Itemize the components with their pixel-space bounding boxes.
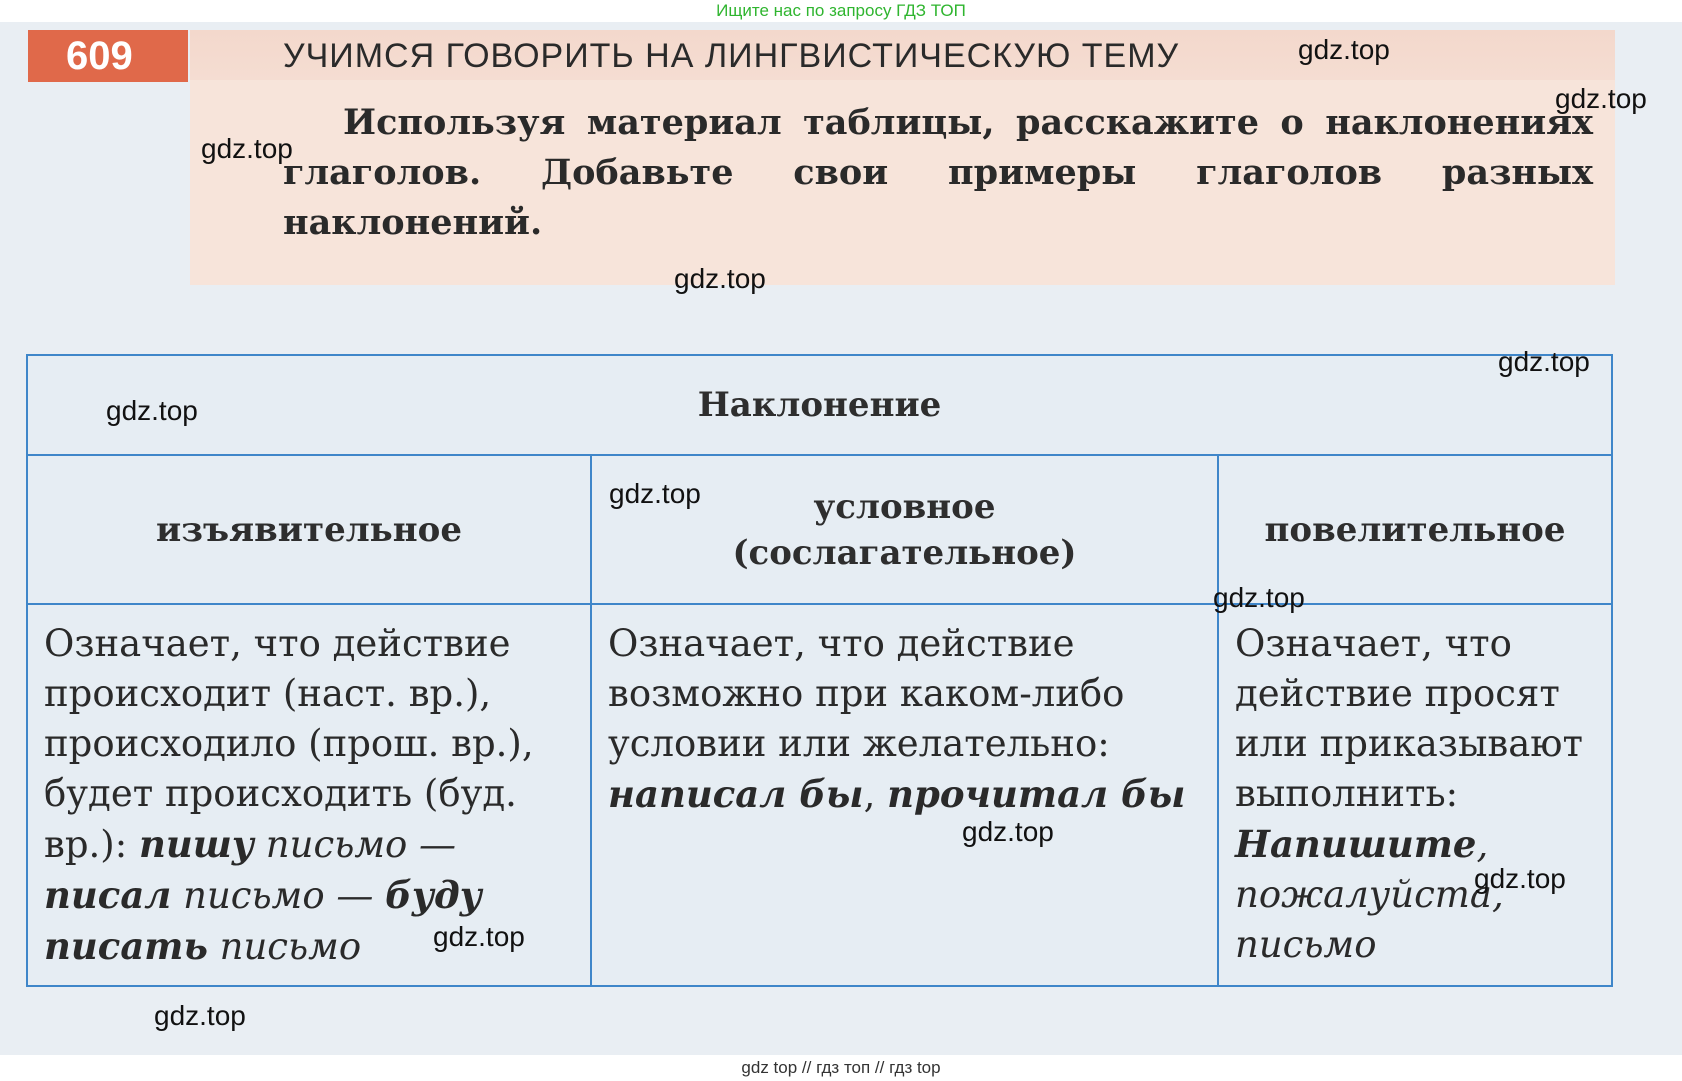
watermark: gdz.top [433, 921, 525, 952]
watermark: gdz.top [1474, 863, 1566, 894]
example-verb: писал [44, 873, 172, 917]
watermark: gdz.top [106, 395, 198, 426]
example-verb: прочитал бы [887, 772, 1186, 816]
exercise-task: Используя материал таблицы, расскажите о наклонениях глаголов. Добавьте свои примеры глаголов разных наклонений. [283, 102, 1593, 243]
bottom-banner: gdz top // гдз топ // гдз top [0, 1055, 1682, 1081]
exercise-heading: УЧИМСЯ ГОВОРИТЬ НА ЛИНГВИСТИЧЕСКУЮ ТЕМУ [283, 37, 1180, 75]
watermark: gdz.top [201, 133, 293, 164]
watermark: gdz.top [609, 478, 701, 509]
conditional-description [591, 604, 1218, 986]
watermark: gdz.top [1298, 34, 1390, 65]
column-header-indicative: изъявительное [27, 455, 591, 604]
imperative-description [1218, 604, 1612, 986]
example-object: письмо [207, 925, 362, 968]
column-header-imperative: повелительное [1218, 455, 1612, 604]
example-separator: , [863, 773, 888, 816]
example-object: , пожалуйста, письмо [1235, 823, 1504, 966]
example-object: письмо — [171, 874, 386, 917]
watermark: gdz.top [674, 263, 766, 294]
example-object: письмо — [254, 823, 457, 866]
moods-table [26, 354, 1613, 987]
watermark: gdz.top [962, 816, 1054, 847]
top-banner: Ищите нас по запросу ГДЗ ТОП [716, 1, 966, 20]
watermark: gdz.top [1498, 346, 1590, 377]
example-verb: буду писать [44, 873, 482, 968]
example-verb: написал бы [608, 772, 864, 816]
exercise-number: 609 [28, 30, 188, 82]
table-title: Наклонение [27, 355, 1612, 455]
column-header-conditional: условное (сослагательное) [591, 455, 1218, 604]
indicative-text: Означает, что действие происходит (наст. вр.), происходило (прош. вр.), будет происходить (буд. вр.): [44, 622, 534, 866]
example-verb: пишу [138, 822, 255, 866]
imperative-text: Означает, что действие просят или приказывают выполнить: [1235, 622, 1583, 815]
watermark: gdz.top [1213, 582, 1305, 613]
watermark: gdz.top [154, 1000, 246, 1031]
watermark: gdz.top [1555, 83, 1647, 114]
example-verb: Напишите [1235, 822, 1477, 866]
conditional-text: Означает, что действие возможно при каком-либо условии или желательно: [608, 622, 1125, 765]
